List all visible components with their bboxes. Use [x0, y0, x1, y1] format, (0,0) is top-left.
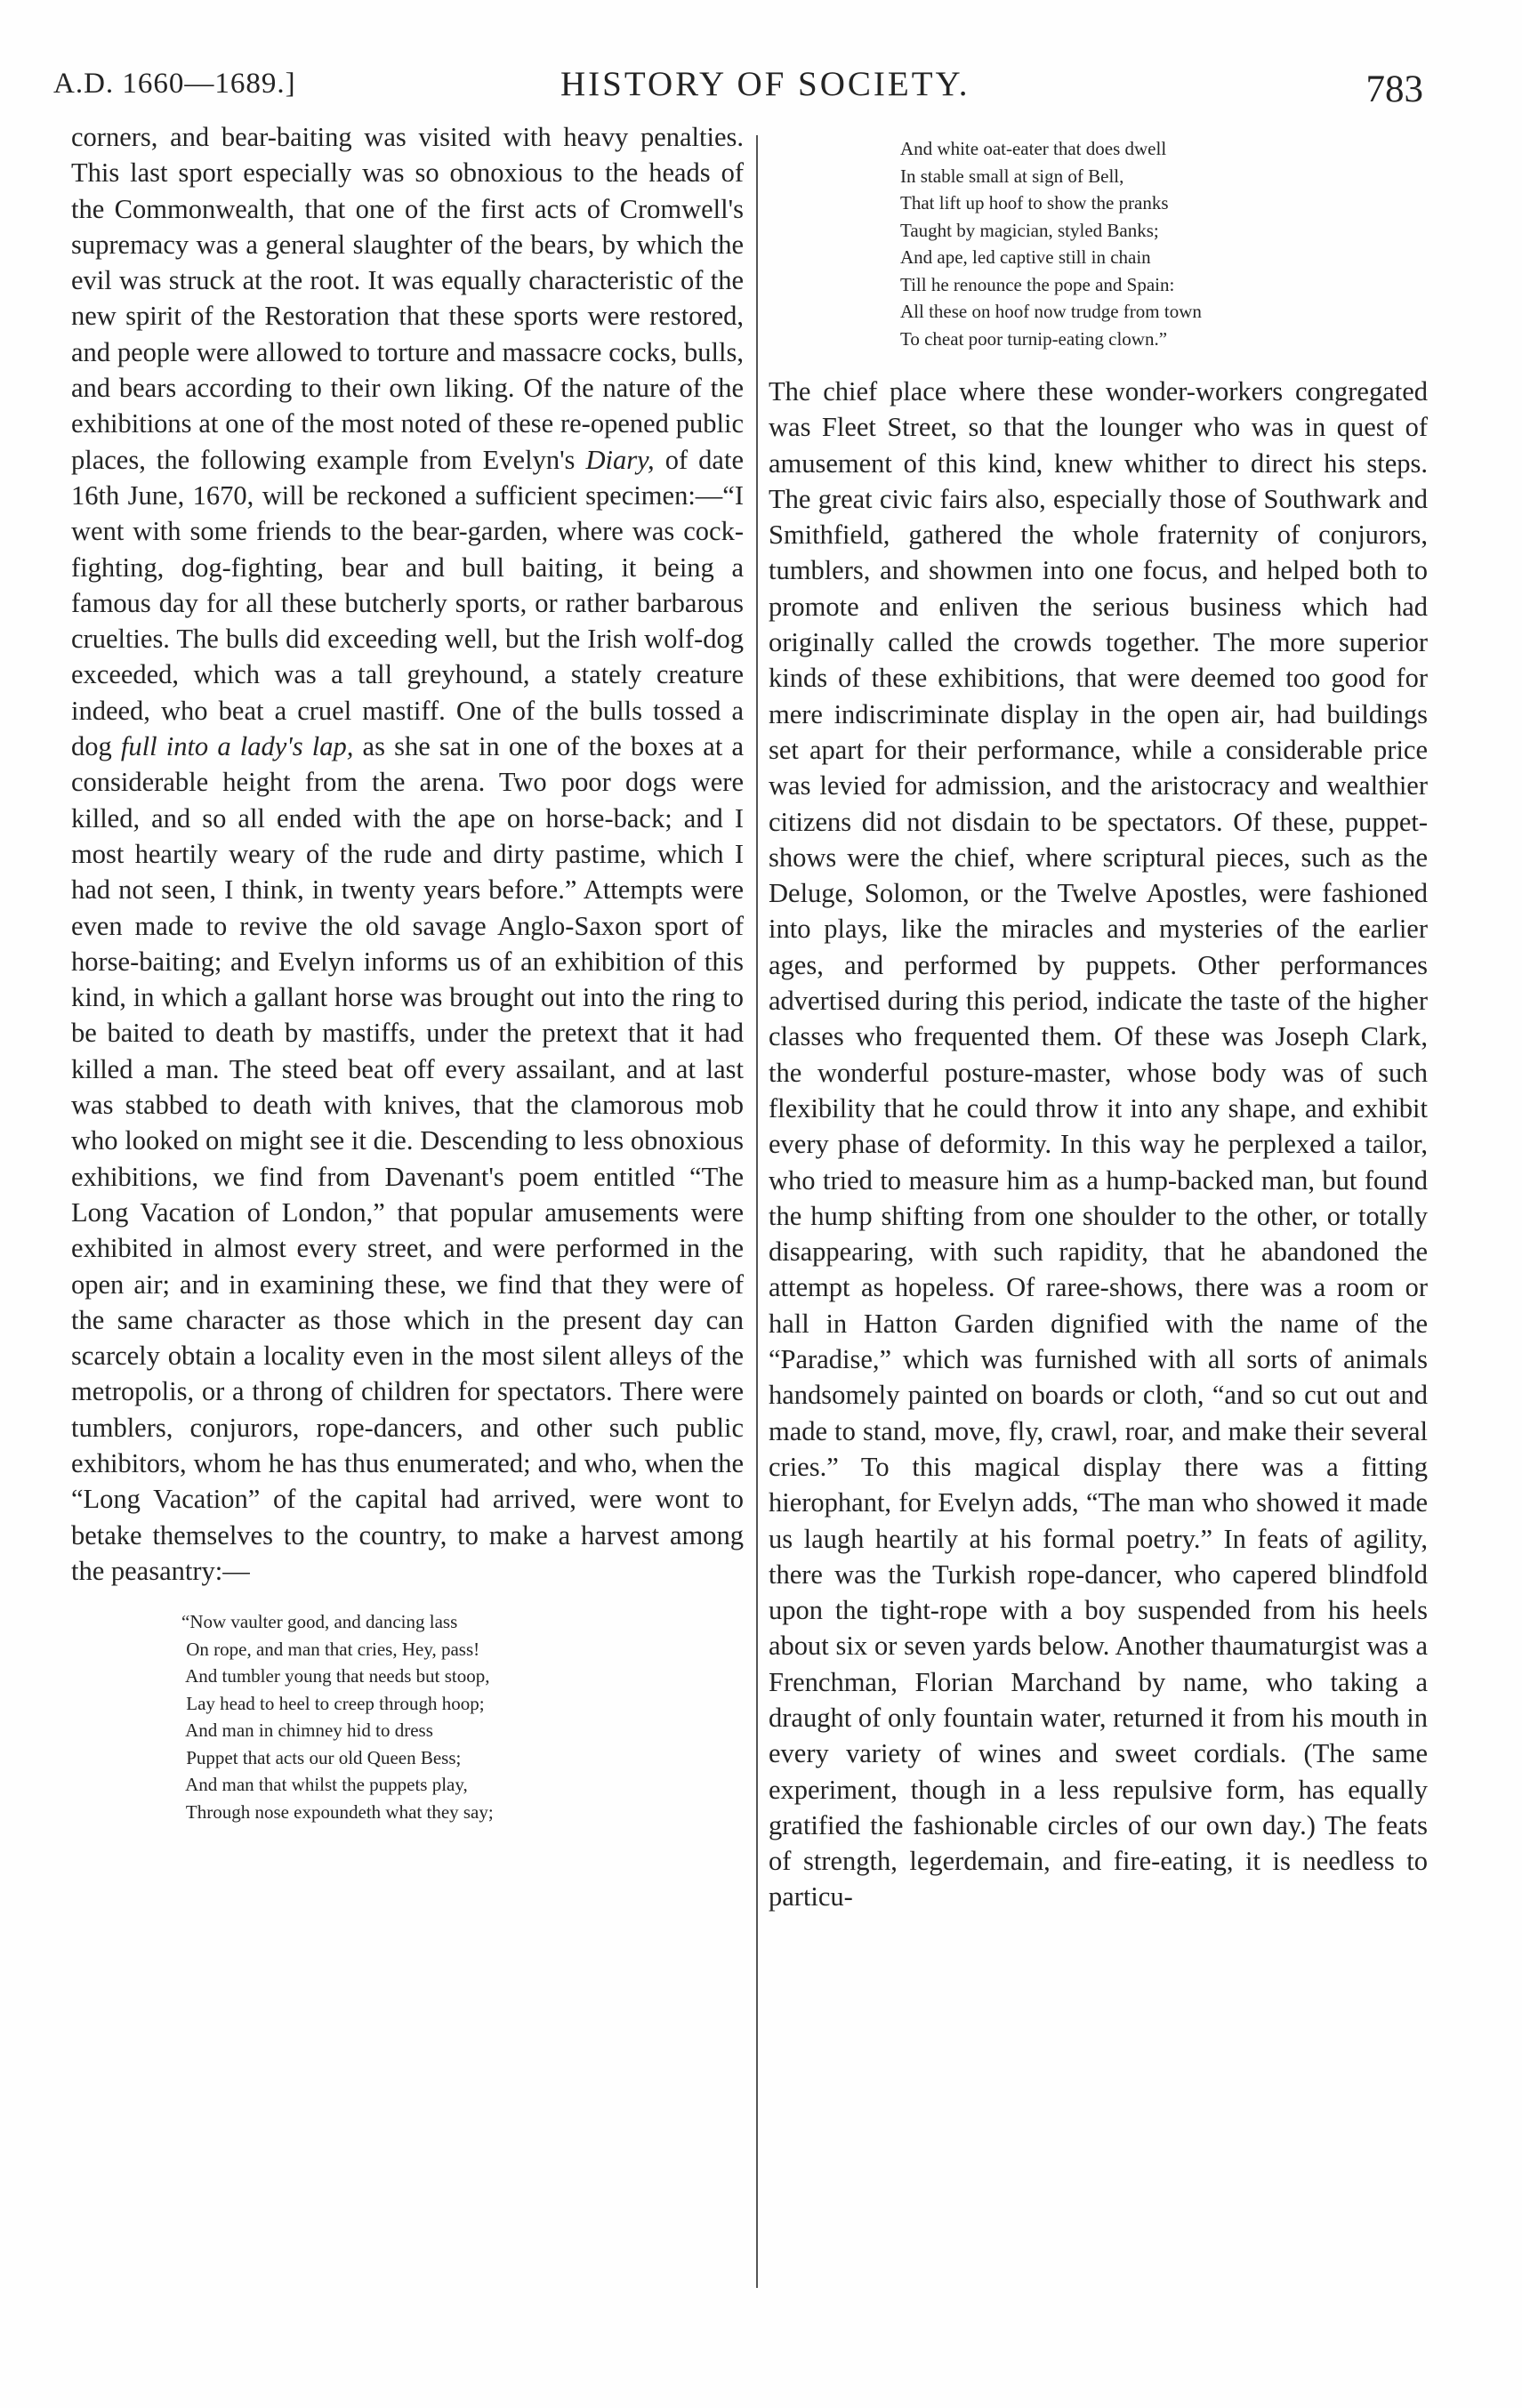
diary-title: Diary,	[585, 444, 655, 475]
header-title: HISTORY OF SOCIETY.	[560, 65, 970, 103]
left-column	[71, 119, 744, 1825]
page-number: 783	[1365, 68, 1423, 110]
header-date-range: A.D. 1660—1689.]	[53, 68, 296, 100]
left-paragraph	[71, 119, 744, 1589]
running-header	[53, 59, 1423, 112]
verse-left: “Now vaulter good, and dancing lass On rope, and man that cries, Hey, pass! And tumbler young that needs but stoop, Lay head to heel to creep through hoop; And man in chimney hid to dress Puppet that acts our old Queen Bess; And man that whilst the puppets play, Through nose expoundeth what they say;	[181, 1611, 494, 1823]
lap-phrase: full into a lady's lap,	[120, 731, 354, 762]
column-divider	[756, 135, 758, 2288]
left-paragraph-text-c: as she sat in one of the boxes at a considerable height from the arena. Two poor dogs were killed, and so all ended with the ape on horse-back; and I most heartily weary of the rude and dirty pastime, which I had not seen, I think, in twenty years before.” Attempts were even made to revive the old savage Anglo-Saxon sport of horse-baiting; and Evelyn informs us of an exhibition of this kind, in which a gallant horse was brought out into the ring to be baited to death by mastiffs, under the pretext that it had killed a man. The steed beat off every assailant, and at last was stabbed to death with knives, that the clamorous mob who looked on might see it die. Descending to less obnoxious exhibitions, we find from Davenant's poem entitled “The Long Vacation of London,” that popular amusements were exhibited in almost every street, and were performed in the open air; and in examining these, we find that they were of the same character as those which in the present day can scarcely obtain a locality even in the most silent alleys of the metropolis, or a throng of children for spectators. There were tumblers, conjurors, rope-dancers, and other such public exhibitors, whom he has thus enumerated; and who, when the “Long Vacation” of the capital had arrived, were wont to betake themselves to the country, to make a harvest among the peasantry:—	[71, 731, 744, 1586]
left-paragraph-text-b: of date 16th June, 1670, will be reckoned a sufficient specimen:—“I went with some friends to the bear-garden, where was cock-fighting, dog-fighting, bear and bull baiting, it being a famous day for all these butcherly sports, or rather barbarous cruelties. The bulls did exceeding well, but the Irish wolf-dog exceeded, which was a tall greyhound, a stately creature indeed, who beat a cruel mastiff. One of the bulls tossed a dog	[71, 444, 744, 762]
right-paragraph: The chief place where these wonder-workers congregated was Fleet Street, so that the lounger who was in quest of amusement of this kind, knew whither to direct his steps. The great civic fairs also, especially those of Southwark and Smithfield, gathered the whole fraternity of conjurors, tumblers, and showmen into one focus, and helped both to promote and enliven the serious business which had originally called the crowds together. The more superior kinds of these exhibitions, that were deemed too good for mere indiscriminate display in the open air, had buildings set apart for their performance, while a considerable price was levied for admission, and the aristocracy and wealthier citizens did not disdain to be spectators. Of these, puppet-shows were the chief, where scriptural pieces, such as the Deluge, Solomon, or the Twelve Apostles, were fashioned into plays, like the miracles and mysteries of the earlier ages, and performed by puppets. Other performances advertised during this period, indicate the taste of the higher classes who frequented them. Of these was Joseph Clark, the wonderful posture-master, whose body was of such flexibility that he could throw it into any shape, and exhibit every phase of deformity. In this way he perplexed a tailor, who tried to measure him as a hump-backed man, but found the hump shifting from one shoulder to the other, or totally disappearing, with such rapidity, that he abandoned the attempt as hopeless. Of raree-shows, there was a room or hall in Hatton Garden dignified with the name of the “Paradise,” which was furnished with all sorts of animals handsomely painted on boards or cloth, “and so cut out and made to stand, move, fly, crawl, roar, and make their several cries.” To this magical display there was a fitting hierophant, for Evelyn adds, “The man who showed it made us laugh heartily at his formal poetry.” In feats of agility, there was the Turkish rope-dancer, who capered blindfold upon the tight-rope with a boy suspended from his heels about six or seven yards below. Another thaumaturgist was a Frenchman, Florian Marchand by name, who taking a draught of only fountain water, returned it from his mouth in every variety of wines and sweet cordials. (The same experiment, though in a less repulsive form, has equally gratified the fashionable circles of our own day.) The feats of strength, legerdemain, and fire-eating, it is needless to particu-	[769, 376, 1428, 1913]
right-column	[769, 119, 1428, 1915]
left-paragraph-text-a: corners, and bear-baiting was visited with heavy penalties. This last sport especially was so obnoxious to the heads of the Commonwealth, that one of the first acts of Cromwell's supremacy was a general slaughter of the bears, by which the evil was struck at the root. It was equally characteristic of the new spirit of the Restoration that these sports were restored, and people were allowed to torture and massacre cocks, bulls, and bears according to their own liking. Of the nature of the exhibitions at one of the most noted of these re-opened public places, the following example from Evelyn's	[71, 122, 744, 475]
verse-right: And white oat-eater that does dwell In stable small at sign of Bell, That lift up hoof to show the pranks Taught by magician, styled Banks; And ape, led captive still in chain Till he renounce the pope and Spain: All these on hoof now trudge from town To cheat poor turnip-eating clown.”	[900, 138, 1202, 350]
